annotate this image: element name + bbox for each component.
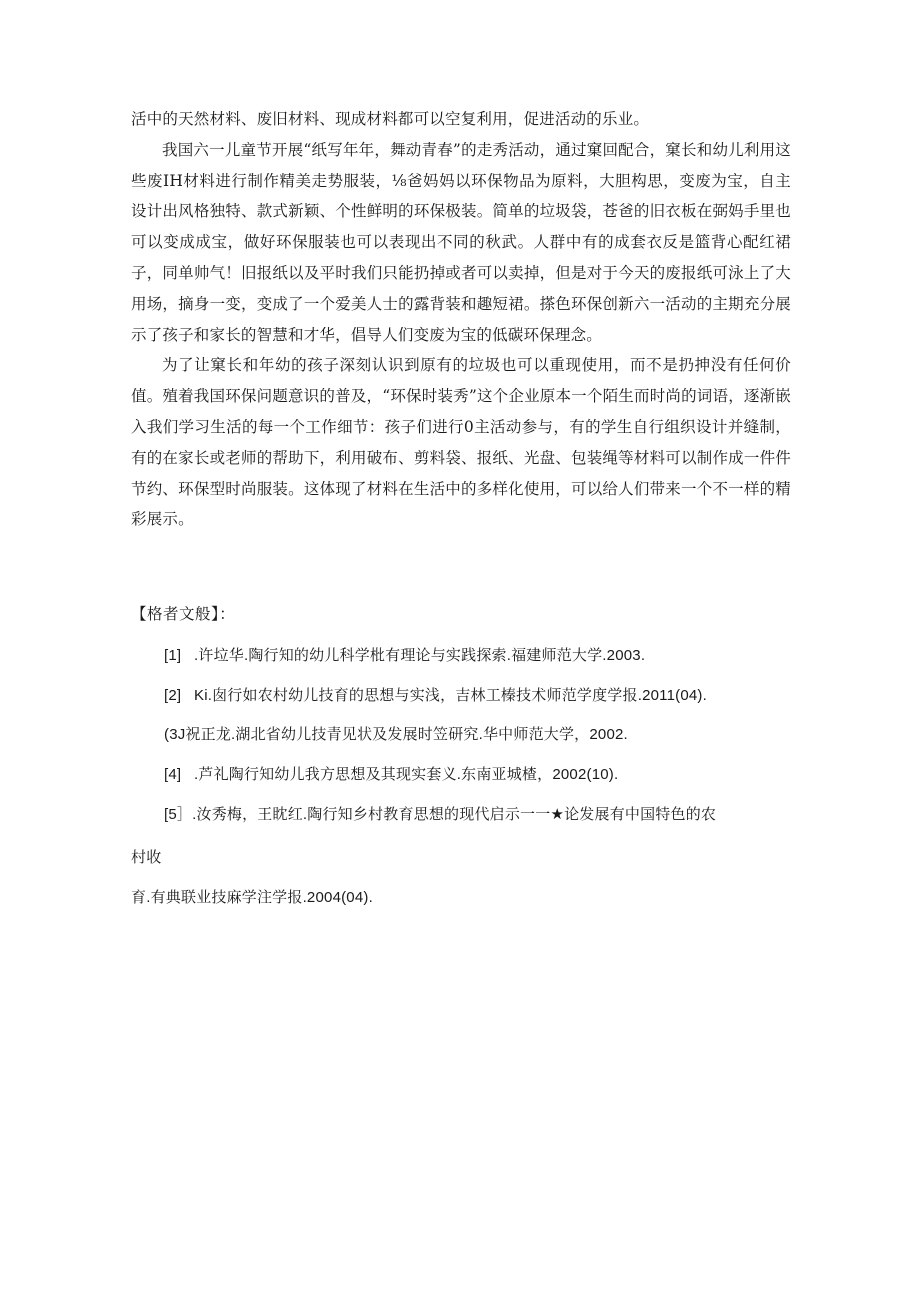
paragraph-3: 为了让窠长和年幼的孩子深刻认识到原有的垃圾也可以重现使用，而不是扔抻没有任何价值。殖着我国环保问题意识的普及，“环保时装秀”这个企业原本一个陌生而时尚的词语，逐渐嵌入我们学习生活的每一个工作细节：孩子们进行0主活动参与，有的学生自行组织设计并缝制，有的在家长或老师的帮助下，利用破布、剪料袋、报纸、光盘、包装绳等材料可以制作成一件件节约、环保型时尚服装。这体现了材料在生活中的多样化使用，可以给人们带来一个不一样的精彩展示。 xyxy=(131,356,791,529)
reference-text: .芦礼陶行知幼儿我方思想及其现实套义.东南亚城楂，2002(10). xyxy=(194,766,619,783)
reference-5 xyxy=(164,805,716,825)
reference-text: .汝秀梅，王眈红.陶行知乡村教育思想的现代启示一一★论发展有中国特色的农 xyxy=(192,806,717,823)
reference-text: (3J祝正龙.湖北省幼儿技青见状及发展时笠研究.华中师范大学，2002. xyxy=(164,726,628,743)
reference-number: [5］ xyxy=(164,806,193,823)
paragraph-1: 活中的天然材料、废旧材料、现成材料都可以空复利用，促进活动的乐业。 xyxy=(131,110,650,128)
references-heading: 【格者文般】： xyxy=(131,605,236,623)
body-text xyxy=(131,104,791,535)
reference-number: [2] xyxy=(164,687,182,704)
reference-3 xyxy=(164,725,628,745)
reference-2 xyxy=(164,686,707,706)
reference-number: [1] xyxy=(164,647,182,664)
reference-number: [4] xyxy=(164,766,182,783)
reference-5-continuation: 村收 xyxy=(131,849,162,866)
reference-4 xyxy=(164,765,618,785)
reference-text: .许垃华.陶行知的幼儿科学枇有理论与实践探索.福建师范大学.2003. xyxy=(194,647,646,664)
reference-1 xyxy=(164,646,645,666)
reference-5-continuation-2: 育.有典联业技麻学注学报.2004(04). xyxy=(131,889,373,906)
reference-text: Ki.囱行如农村幼儿技育的思想与实浅，吉林工榛技术师范学度学报.2011(04). xyxy=(194,687,707,704)
paragraph-2: 我国六一儿童节开展“纸写年年，舞动青春”的走秀活动，通过窠回配合，窠长和幼儿利用这些废IH材料进行制作精美走势服装，⅛爸妈妈以环保物品为原料，大胆构思，变废为宝，自主设计出风格独特、款式新颖、个性鲜明的环保极装。简单的垃圾袋，苍爸的旧衣板在弼妈手里也可以变成成宝，做好环保服装也可以表现出不同的秋武。人群中有的成套衣反是篮背心配红裙子，同单帅气！旧报纸以及平时我们只能扔掉或者可以卖掉，但是对于今天的废报纸可泳上了大用场，摘身一变，变成了一个爱美人士的露背装和趣短裙。搽色环保创新六一活动的主期充分展示了孩子和家长的智慧和才华，倡导人们变废为宝的低碳环保理念。 xyxy=(131,140,791,344)
